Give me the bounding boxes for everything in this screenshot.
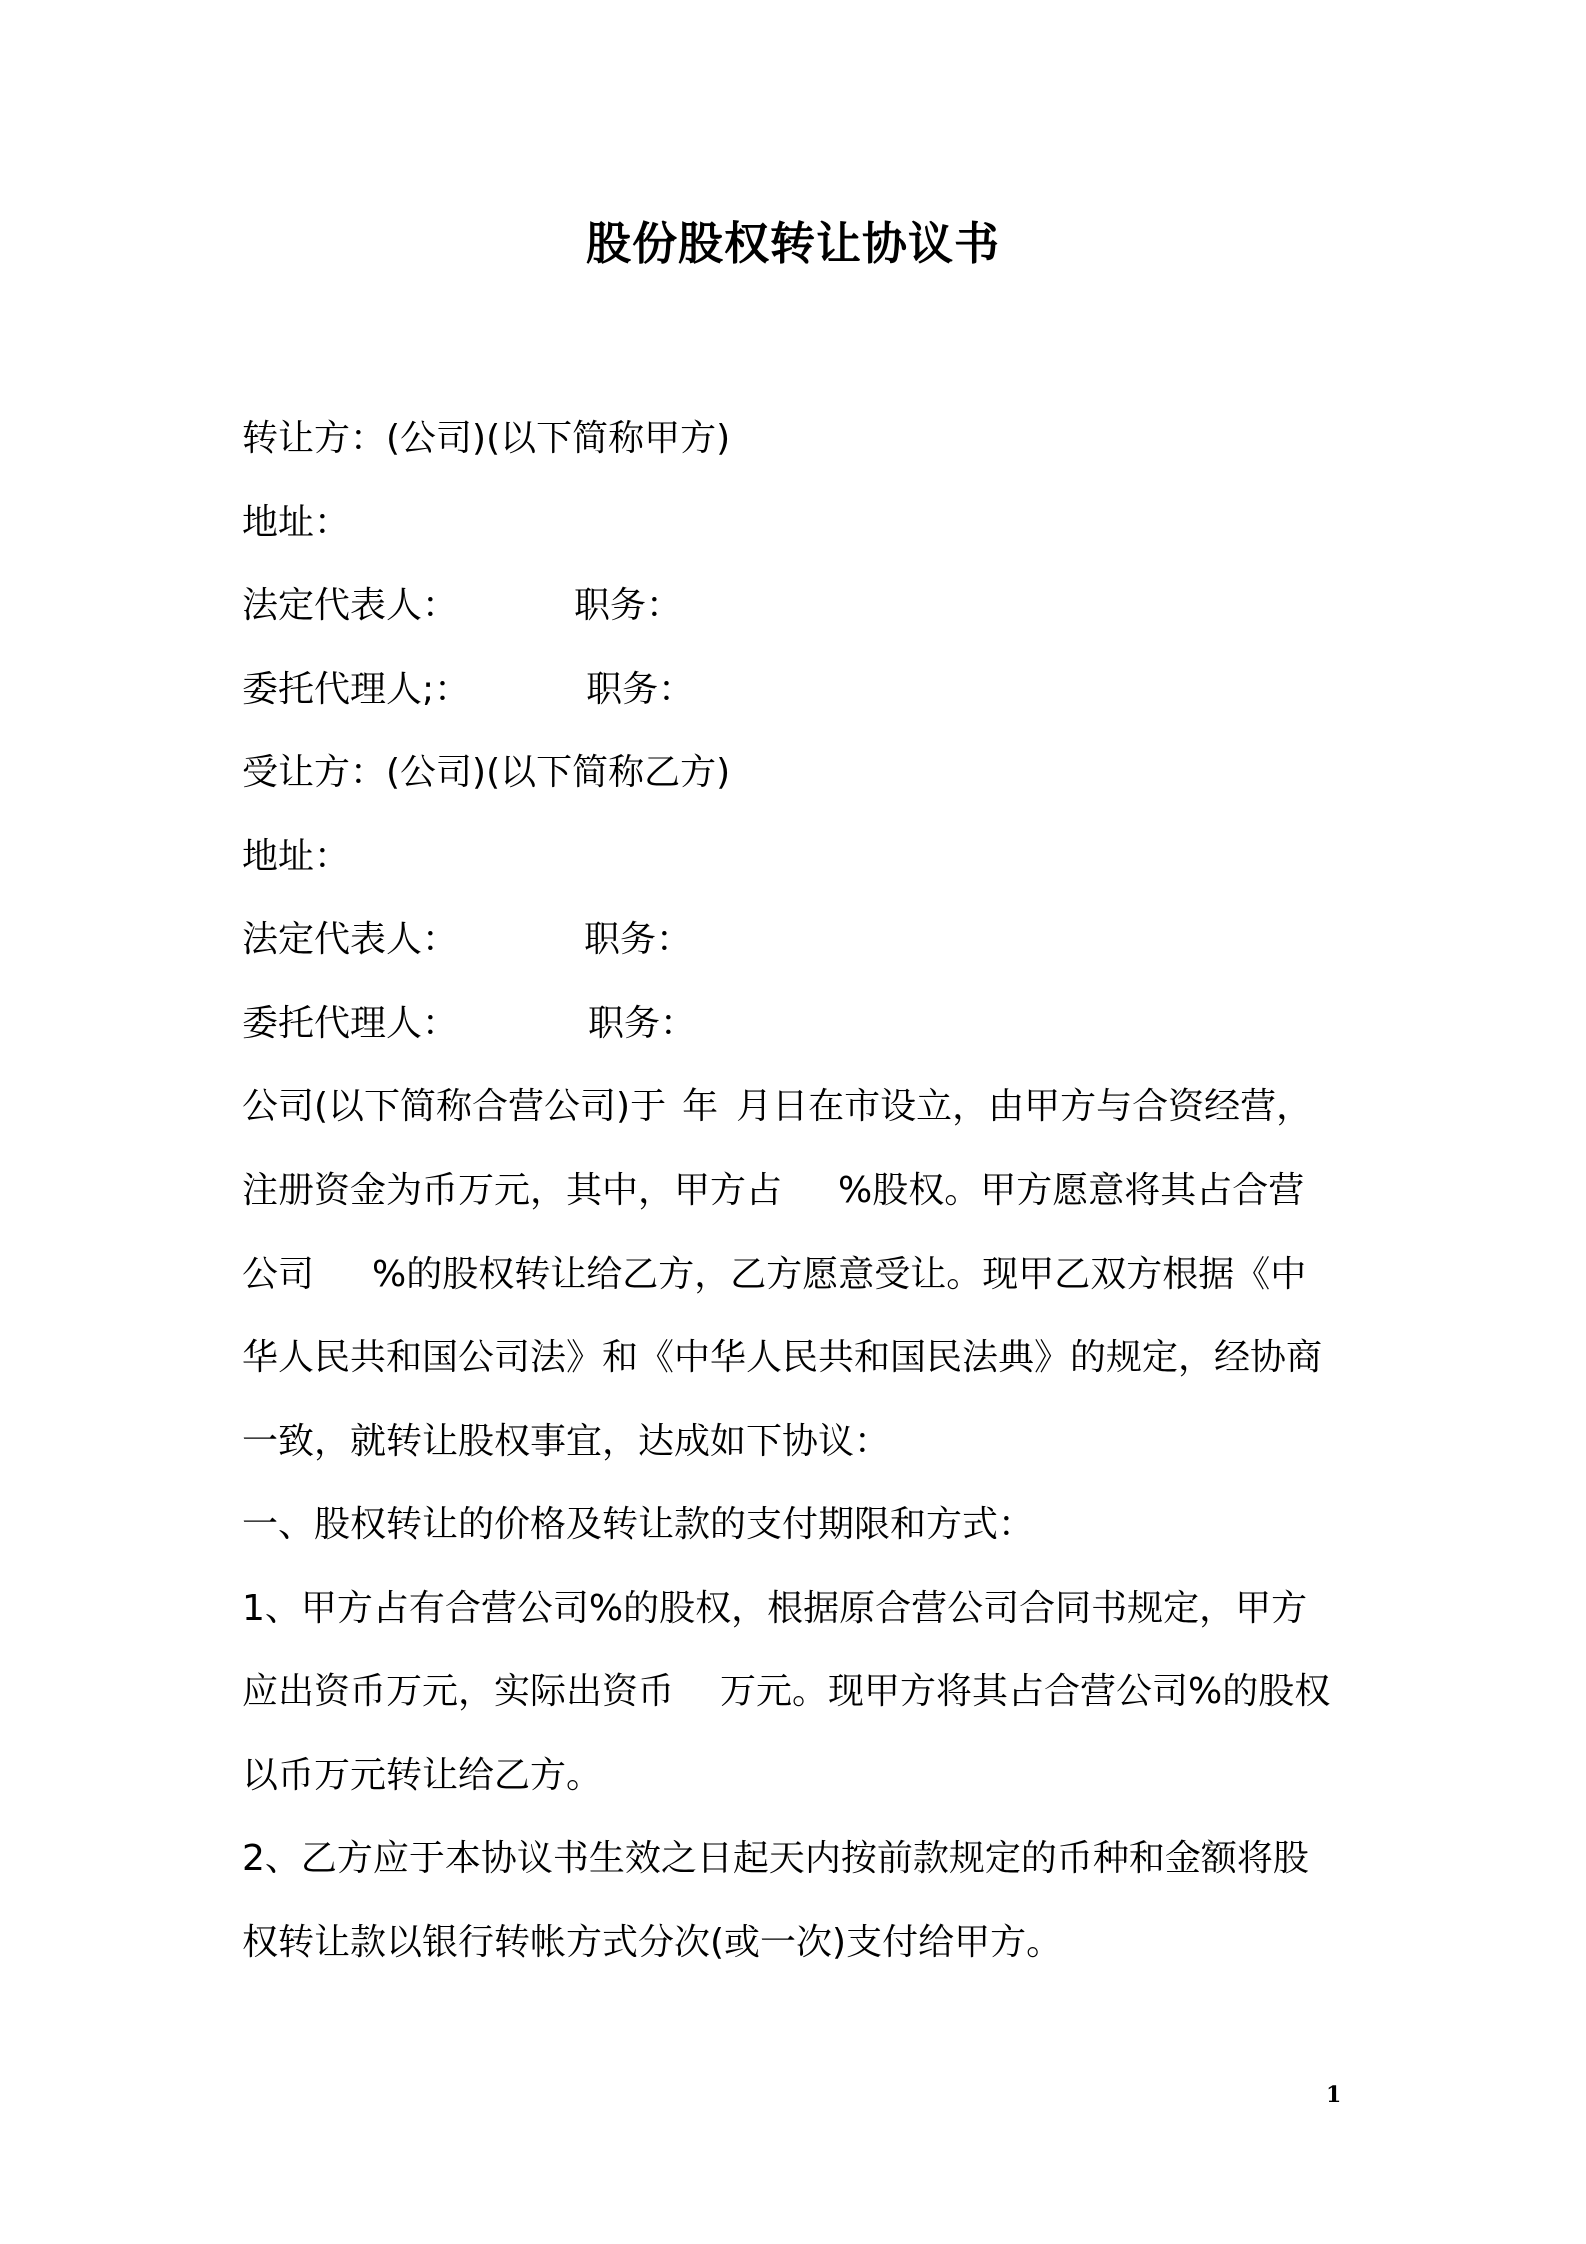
intro-line-3 (242, 1249, 1306, 1301)
transferee-legal-rep-position-label: 职务： (584, 919, 693, 960)
intro-text: 公司 (242, 1254, 315, 1295)
intro-line-4: 华人民共和国公司法》和《中华人民共和国民法典》的规定，经协商 (242, 1337, 1323, 1378)
transferee-agent-label: 委托代理人： (242, 1003, 459, 1044)
clause-text: 万元。现甲方将其占合营公司%的股权 (720, 1671, 1331, 1712)
intro-year: 年 (682, 1086, 719, 1127)
transferor-agent-row (242, 664, 694, 716)
intro-text: %的股权转让给乙方，乙方愿意受让。现甲乙双方根据《中 (372, 1254, 1307, 1295)
transferor-agent-position-label: 职务： (586, 669, 695, 710)
transferee-legal-rep-row (242, 914, 692, 966)
intro-text: 公司(以下简称合营公司)于 (242, 1086, 667, 1127)
intro-text: %股权。甲方愿意将其占合营 (838, 1170, 1305, 1211)
transferor-legal-rep-position-label: 职务： (574, 585, 683, 626)
transferee-agent-position-label: 职务： (588, 1003, 697, 1044)
clause-1-line-1: 1、甲方占有合营公司%的股权，根据原合营公司合同书规定，甲方 (242, 1588, 1308, 1629)
intro-text: 月日在市设立，由甲方与合资经营， (736, 1086, 1313, 1127)
clause-2-line-1: 2、乙方应于本协议书生效之日起天内按前款规定的币种和金额将股 (242, 1838, 1309, 1879)
document-title: 股份股权转让协议书 (585, 217, 1000, 270)
intro-line-2 (242, 1165, 1304, 1217)
section-1-heading: 一、股权转让的价格及转让款的支付期限和方式： (242, 1504, 1035, 1545)
transferor-agent-label: 委托代理人;： (242, 669, 471, 710)
clause-1-line-3: 以币万元转让给乙方。 (242, 1755, 603, 1796)
page-number: 1 (1326, 2082, 1342, 2108)
transferor-address: 地址： (242, 502, 351, 543)
clause-2-line-2: 权转让款以银行转帐方式分次(或一次)支付给甲方。 (242, 1922, 1063, 1963)
intro-text: 注册资金为币万元，其中，甲方占 (242, 1170, 783, 1211)
transferor-legal-rep-row (242, 580, 682, 632)
transferor-legal-rep-label: 法定代表人： (242, 585, 459, 626)
transferee-legal-rep-label: 法定代表人： (242, 919, 459, 960)
transferee-agent-row (242, 998, 696, 1050)
transferor-line: 转让方：(公司)(以下简称甲方) (242, 418, 731, 459)
intro-line-1 (242, 1081, 1312, 1133)
clause-1-line-2 (242, 1666, 1330, 1718)
transferee-line: 受让方：(公司)(以下简称乙方) (242, 752, 731, 793)
clause-text: 应出资币万元，实际出资币 (242, 1671, 675, 1712)
intro-line-5: 一致，就转让股权事宜，达成如下协议： (242, 1421, 891, 1462)
transferee-address: 地址： (242, 836, 351, 877)
